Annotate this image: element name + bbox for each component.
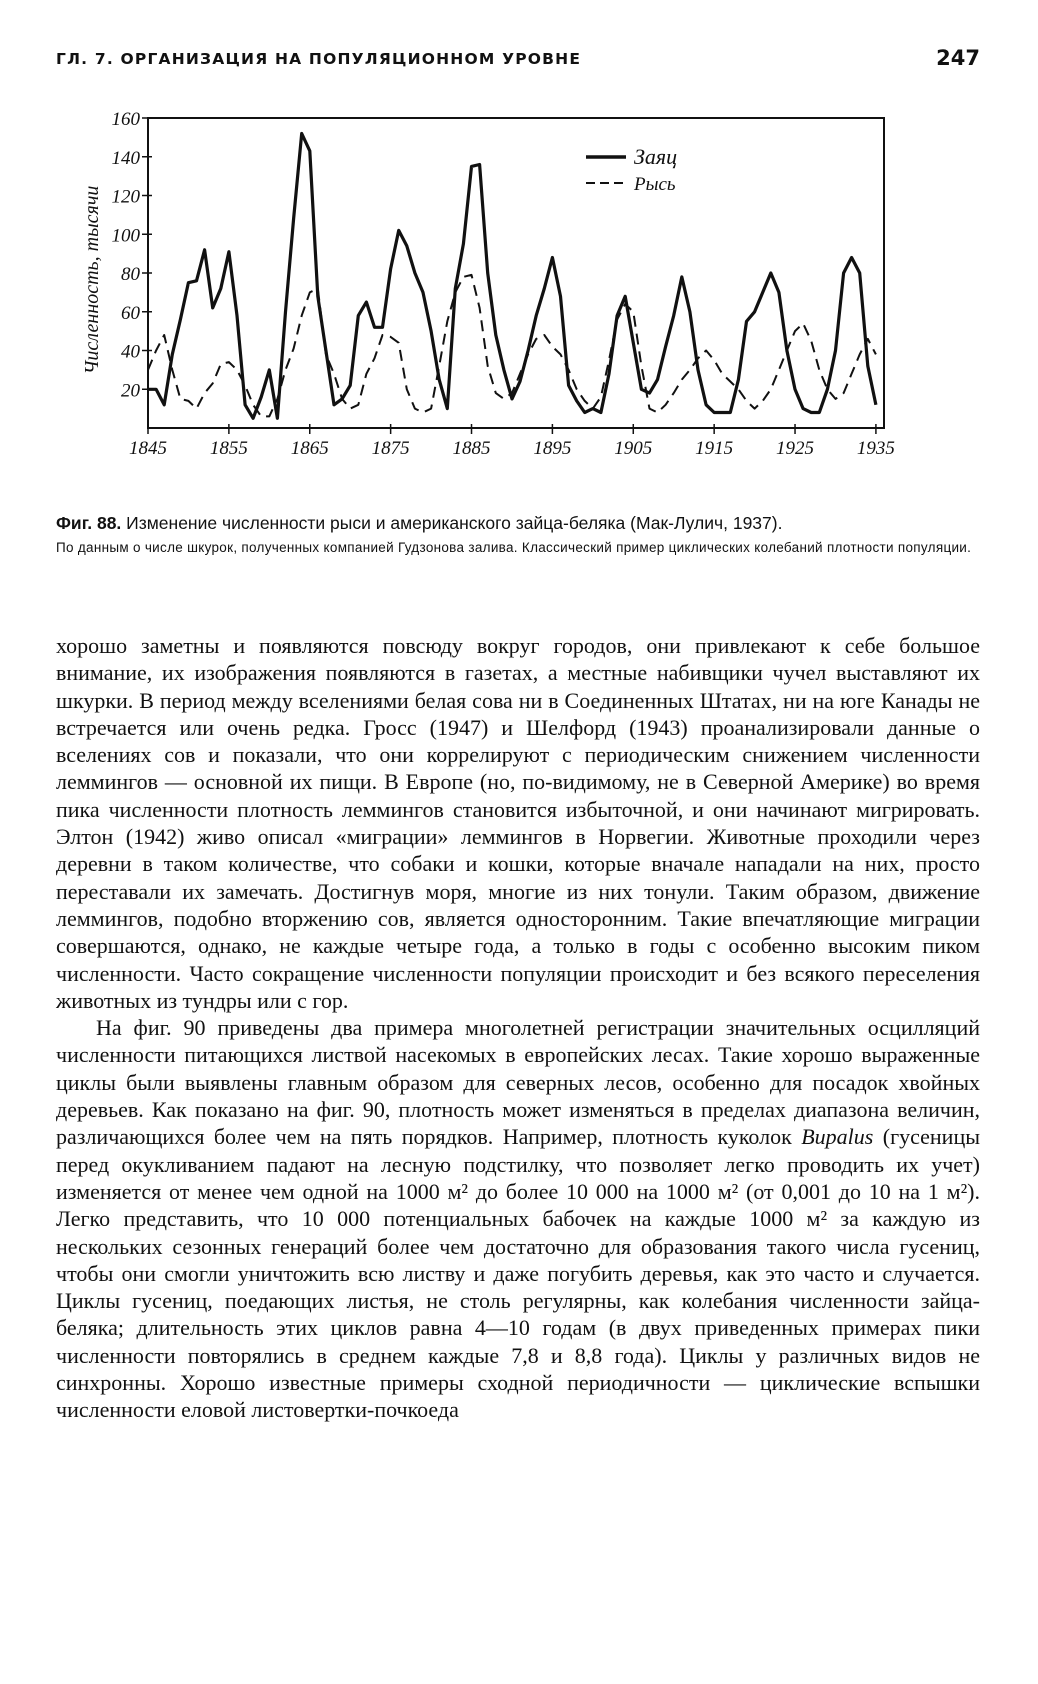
y-tick-label: 40 [121,341,140,363]
y-tick-label: 140 [111,147,140,169]
body-text [56,632,980,1424]
figure-88 [56,110,980,500]
page-number: 247 [936,46,980,70]
x-tick-label: 1855 [209,438,248,459]
genus-name: Bupalus [801,1124,874,1150]
chart-lines [148,134,876,419]
y-tick-label: 120 [111,186,140,208]
x-tick-label: 1865 [290,438,329,459]
y-tick-label: 60 [121,302,140,324]
figure-caption [56,512,980,556]
x-tick-label: 1885 [452,438,491,459]
x-tick-label: 1895 [533,438,572,459]
series-line-hare [148,134,876,419]
figure-label: Фиг. 88. [56,513,122,533]
legend-label: Заяц [634,144,678,169]
y-tick-label: 160 [111,110,140,130]
y-tick-label: 100 [111,225,140,247]
chart-legend [586,144,677,195]
x-tick-label: 1875 [371,438,410,459]
figure-note: По данным о числе шкурок, полученных компанией Гудзонова залива. Классический пример циклических колебаний плотности популяции. [56,540,972,555]
figure-title: Изменение численности рыси и американского зайца-беляка (Мак-Лулич, 1937). [126,513,783,533]
running-head: ГЛ. 7. ОРГАНИЗАЦИЯ НА ПОПУЛЯЦИОННОМ УРОВНЕ [56,50,582,68]
legend-label: Рысь [634,174,676,195]
y-tick-label: 20 [121,380,140,402]
paragraph-1: хорошо заметны и появляются повсюду вокруг городов, они привлекают к себе большое внимание, их изображения появляются в газетах, а местные набивщики чучел выставляют их шкурки. В период между вселениями белая сова ни в Соединенных Штатах, ни на юге Канады не встречается или очень редка. Гросс (1947) и Шелфорд (1943) проанализировали данные о вселениях сов и показали, что они коррелируют с периодическим снижением численности леммингов — основной их пищи. В Европе (но, по-видимому, не в Северной Америке) во время пика численности плотность леммингов становится избыточной, и они начинают мигрировать. Элтон (1942) живо описал «миграции» леммингов в Норвегии. Животные проходили через деревни в таком количестве, что собаки и кошки, которые вначале нападали на них, просто переставали их замечать. Достигнув моря, многие из них тонули. Таким образом, движение леммингов, подобно вторжению сов, является односторонним. Такие впечатляющие миграции совершаются, однако, не каждые четыре года, а только в годы с особенно высоким пиком численности. Часто сокращение численности популяции происходит и без всякого переселения животных из тундры или с гор. [56,633,980,1013]
population-chart [56,110,980,500]
x-tick-label: 1925 [776,438,815,459]
paragraph-2-part-b: (гусеницы перед окукливанием падают на лесную подстилку, что позволяет легко проводить их учет) изменяется от менее чем одной на 1000 м² до более 10 000 на 1000 м² (от 0,001 до 10 на 1 м²). Легко представить, что 10 000 потенциальных бабочек на каждые 1000 м² за каждую из нескольких сезонных генераций более чем достаточно для образования такого числа гусениц, чтобы они смогли уничтожить всю листву и даже погубить деревья, как это часто и случается. Циклы гусениц, поедающих листья, не столь регулярны, как колебания численности зайца-беляка; длительность этих циклов равна 4—10 годам (в двух приведенных примерах пики численности повторялись в среднем каждые 7,8 и 8,8 года). Циклы у различных видов не синхронны. Хорошо известные примеры сходной периодичности — циклические вспышки численности еловой листовертки-почкоеда [56,1124,981,1423]
y-axis-label: Численность, тысячи [81,185,103,375]
paragraph-2-part-a: На фиг. 90 приведены два примера многолетней регистрации значительных осцилляций численности питающихся листвой насекомых в европейских лесах. Такие хорошо выраженные циклы были выявлены главным образом для северных лесов, особенно для посадок хвойных деревьев. Как показано на фиг. 90, плотность может изменяться в пределах диапазона величин, различающихся более чем на пять порядков. Например, плотность куколок [56,1015,980,1150]
page-header [56,46,980,76]
x-tick-label: 1935 [856,438,895,459]
y-tick-label: 80 [121,264,140,285]
x-tick-label: 1915 [695,438,734,459]
x-tick-label: 1905 [614,438,653,459]
chart-ticks [112,110,895,459]
x-tick-label: 1845 [129,438,167,459]
paragraph-2 [56,1014,980,1423]
